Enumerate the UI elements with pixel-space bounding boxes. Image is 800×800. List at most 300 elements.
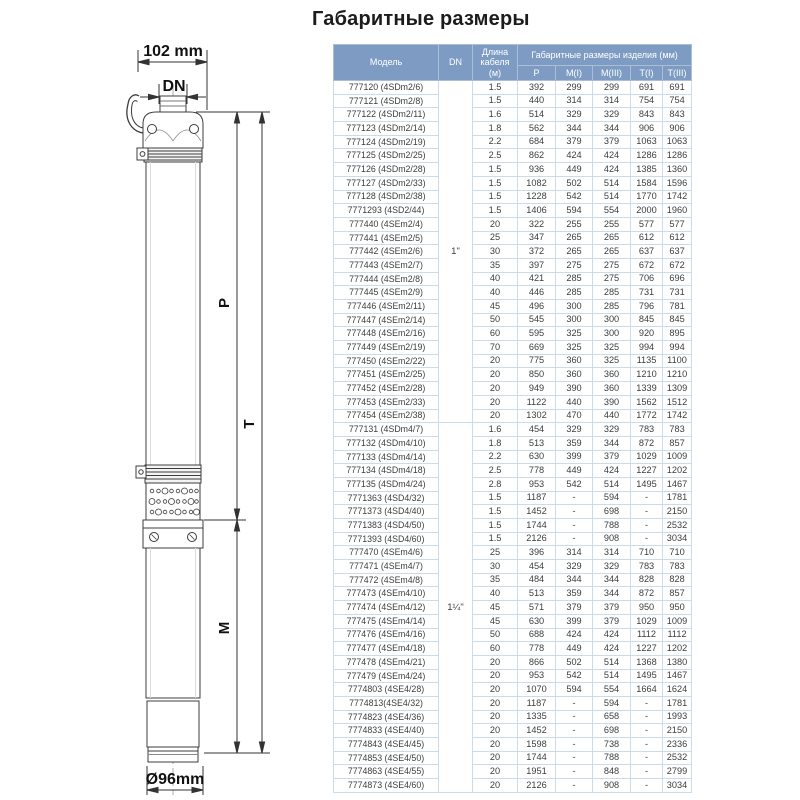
table-row xyxy=(334,94,692,108)
cable-length-cell: 1.5 xyxy=(473,190,518,204)
m3-cell: 594 xyxy=(593,491,631,505)
cable-length-cell: 1.8 xyxy=(473,122,518,136)
col-header-dn: DN xyxy=(439,45,473,81)
cable-length-cell: 45 xyxy=(473,601,518,615)
model-cell: 777479 (4SEm4/24) xyxy=(334,669,439,683)
table-row xyxy=(334,81,692,95)
m3-cell: 698 xyxy=(593,505,631,519)
p-cell: 513 xyxy=(518,587,556,601)
t3-cell: 1960 xyxy=(663,204,692,218)
model-cell: 777473 (4SEm4/10) xyxy=(334,587,439,601)
p-cell: 1187 xyxy=(518,491,556,505)
m3-cell: 329 xyxy=(593,423,631,437)
cable-length-cell: 60 xyxy=(473,327,518,341)
model-cell: 777440 (4SEm2/4) xyxy=(334,217,439,231)
model-cell: 777454 (4SEm2/38) xyxy=(334,409,439,423)
m1-cell: 399 xyxy=(556,450,593,464)
p-cell: 421 xyxy=(518,272,556,286)
table-row xyxy=(334,532,692,546)
model-cell: 777123 (4SDm2/14) xyxy=(334,122,439,136)
t3-cell: 783 xyxy=(663,423,692,437)
p-cell: 1187 xyxy=(518,696,556,710)
t3-cell: 731 xyxy=(663,286,692,300)
model-cell: 777475 (4SEm4/14) xyxy=(334,614,439,628)
m3-cell: 698 xyxy=(593,724,631,738)
model-cell: 777124 (4SDm2/19) xyxy=(334,135,439,149)
p-cell: 953 xyxy=(518,477,556,491)
table-row xyxy=(334,436,692,450)
m1-cell: 449 xyxy=(556,642,593,656)
model-cell: 777134 (4SDm4/18) xyxy=(334,464,439,478)
p-cell: 778 xyxy=(518,464,556,478)
cable-length-cell: 20 xyxy=(473,724,518,738)
dimensions-table xyxy=(333,44,692,793)
t1-cell: 691 xyxy=(631,81,663,95)
t1-cell: 872 xyxy=(631,436,663,450)
cable-length-cell: 20 xyxy=(473,655,518,669)
m3-cell: 514 xyxy=(593,669,631,683)
t3-cell: 2336 xyxy=(663,738,692,752)
m3-cell: 379 xyxy=(593,601,631,615)
m3-cell: 285 xyxy=(593,286,631,300)
table-row xyxy=(334,696,692,710)
intake-screen xyxy=(146,483,200,520)
m3-cell: 344 xyxy=(593,573,631,587)
m1-cell: - xyxy=(556,532,593,546)
p-cell: 688 xyxy=(518,628,556,642)
m1-cell: 360 xyxy=(556,368,593,382)
t1-cell: 906 xyxy=(631,122,663,136)
p-cell: 850 xyxy=(518,368,556,382)
p-cell: 396 xyxy=(518,546,556,560)
t1-cell: 706 xyxy=(631,272,663,286)
table-row xyxy=(334,614,692,628)
t1-cell: - xyxy=(631,696,663,710)
m1-cell: 502 xyxy=(556,655,593,669)
p-cell: 513 xyxy=(518,436,556,450)
model-cell: 777441 (4SEm2/5) xyxy=(334,231,439,245)
t1-cell: 1029 xyxy=(631,614,663,628)
p-cell: 1452 xyxy=(518,505,556,519)
p-cell: 514 xyxy=(518,108,556,122)
motor-body xyxy=(146,548,200,698)
model-cell: 777453 (4SEm2/33) xyxy=(334,395,439,409)
table-row xyxy=(334,395,692,409)
table-row xyxy=(334,765,692,779)
cable-length-cell: 2.5 xyxy=(473,464,518,478)
dn-cell: 1¼" xyxy=(439,423,473,793)
t1-cell: 1385 xyxy=(631,163,663,177)
table-row xyxy=(334,327,692,341)
p-cell: 1406 xyxy=(518,204,556,218)
t3-cell: 1286 xyxy=(663,149,692,163)
model-cell: 7771363 (4SD4/32) xyxy=(334,491,439,505)
model-cell: 777478 (4SEm4/21) xyxy=(334,655,439,669)
cable-length-cell: 25 xyxy=(473,546,518,560)
t3-cell: 3034 xyxy=(663,532,692,546)
p-cell: 630 xyxy=(518,614,556,628)
t3-cell: 1624 xyxy=(663,683,692,697)
t1-cell: 1063 xyxy=(631,135,663,149)
t3-cell: 691 xyxy=(663,81,692,95)
p-cell: 454 xyxy=(518,423,556,437)
t3-cell: 2150 xyxy=(663,505,692,519)
dim-top-width-label: 102 mm xyxy=(143,43,203,60)
t3-cell: 1009 xyxy=(663,614,692,628)
table-row xyxy=(334,258,692,272)
cable-length-cell: 2.5 xyxy=(473,149,518,163)
t1-cell: 1210 xyxy=(631,368,663,382)
m3-cell: 379 xyxy=(593,614,631,628)
m1-cell: 265 xyxy=(556,231,593,245)
model-cell: 777452 (4SEm2/28) xyxy=(334,382,439,396)
m3-cell: 514 xyxy=(593,477,631,491)
m1-cell: - xyxy=(556,765,593,779)
cable-length-cell: 40 xyxy=(473,286,518,300)
p-cell: 1082 xyxy=(518,176,556,190)
m3-cell: 424 xyxy=(593,642,631,656)
cable-length-cell: 20 xyxy=(473,368,518,382)
t1-cell: 672 xyxy=(631,258,663,272)
t1-cell: 1339 xyxy=(631,382,663,396)
m1-cell: 344 xyxy=(556,573,593,587)
m3-cell: 788 xyxy=(593,751,631,765)
table-row xyxy=(334,642,692,656)
m3-cell: 440 xyxy=(593,409,631,423)
m3-cell: 788 xyxy=(593,519,631,533)
t1-cell: - xyxy=(631,724,663,738)
dim-bottom-diameter-label: Ø96mm xyxy=(145,771,205,788)
table-row xyxy=(334,245,692,259)
cable-length-cell: 35 xyxy=(473,258,518,272)
t3-cell: 2532 xyxy=(663,751,692,765)
m3-cell: 738 xyxy=(593,738,631,752)
table-row xyxy=(334,204,692,218)
m1-cell: 379 xyxy=(556,135,593,149)
m1-cell: 542 xyxy=(556,190,593,204)
table-row xyxy=(334,560,692,574)
table-row xyxy=(334,409,692,423)
m1-cell: 300 xyxy=(556,300,593,314)
m1-cell: - xyxy=(556,519,593,533)
cable-length-cell: 1.5 xyxy=(473,491,518,505)
table-row xyxy=(334,450,692,464)
clamp-band-bottom xyxy=(145,465,201,483)
m1-cell: 424 xyxy=(556,149,593,163)
t3-cell: 828 xyxy=(663,573,692,587)
t3-cell: 672 xyxy=(663,258,692,272)
p-cell: 2126 xyxy=(518,532,556,546)
p-cell: 571 xyxy=(518,601,556,615)
table-row xyxy=(334,738,692,752)
p-cell: 545 xyxy=(518,313,556,327)
m1-cell: - xyxy=(556,696,593,710)
m3-cell: 424 xyxy=(593,163,631,177)
t3-cell: 783 xyxy=(663,560,692,574)
cable-length-cell: 50 xyxy=(473,628,518,642)
m1-cell: 275 xyxy=(556,258,593,272)
col-header-m3: M(III) xyxy=(593,66,631,81)
p-cell: 1744 xyxy=(518,519,556,533)
t1-cell: 1772 xyxy=(631,409,663,423)
cable-length-cell: 1.5 xyxy=(473,204,518,218)
bolt-hole xyxy=(148,125,157,134)
cable-length-cell: 50 xyxy=(473,313,518,327)
t3-cell: 895 xyxy=(663,327,692,341)
cable-length-cell: 1.5 xyxy=(473,163,518,177)
cable-length-cell: 30 xyxy=(473,245,518,259)
m3-cell: 314 xyxy=(593,546,631,560)
t3-cell: 843 xyxy=(663,108,692,122)
t3-cell: 710 xyxy=(663,546,692,560)
model-cell: 777471 (4SEm4/7) xyxy=(334,560,439,574)
col-header-t1: T(I) xyxy=(631,66,663,81)
table-row xyxy=(334,108,692,122)
t1-cell: - xyxy=(631,491,663,505)
model-cell: 777448 (4SEm2/16) xyxy=(334,327,439,341)
t3-cell: 857 xyxy=(663,587,692,601)
m3-cell: 265 xyxy=(593,231,631,245)
m1-cell: 379 xyxy=(556,601,593,615)
cable-length-cell: 20 xyxy=(473,765,518,779)
m1-cell: 470 xyxy=(556,409,593,423)
m1-cell: 300 xyxy=(556,313,593,327)
m1-cell: 399 xyxy=(556,614,593,628)
t3-cell: 1100 xyxy=(663,354,692,368)
m3-cell: 554 xyxy=(593,204,631,218)
t3-cell: 1596 xyxy=(663,176,692,190)
p-cell: 392 xyxy=(518,81,556,95)
p-cell: 1228 xyxy=(518,190,556,204)
t3-cell: 1112 xyxy=(663,628,692,642)
m3-cell: 908 xyxy=(593,779,631,793)
model-cell: 7771383 (4SD4/50) xyxy=(334,519,439,533)
t3-cell: 994 xyxy=(663,341,692,355)
t1-cell: 1770 xyxy=(631,190,663,204)
t1-cell: 872 xyxy=(631,587,663,601)
motor-lower xyxy=(147,701,199,747)
t1-cell: 710 xyxy=(631,546,663,560)
t3-cell: 637 xyxy=(663,245,692,259)
cable-length-cell: 20 xyxy=(473,409,518,423)
m1-cell: 424 xyxy=(556,628,593,642)
m3-cell: 285 xyxy=(593,300,631,314)
t1-cell: 1286 xyxy=(631,149,663,163)
cable-length-cell: 20 xyxy=(473,669,518,683)
m3-cell: 594 xyxy=(593,696,631,710)
t1-cell: 950 xyxy=(631,601,663,615)
p-cell: 2126 xyxy=(518,779,556,793)
p-cell: 1452 xyxy=(518,724,556,738)
t3-cell: 1360 xyxy=(663,163,692,177)
m1-cell: 285 xyxy=(556,272,593,286)
model-cell: 777135 (4SDm4/24) xyxy=(334,477,439,491)
col-header-overall-dims: Габаритные размеры изделия (мм) xyxy=(518,45,692,66)
dim-t-label: T xyxy=(241,419,258,429)
t1-cell: - xyxy=(631,519,663,533)
table-row xyxy=(334,122,692,136)
table-row xyxy=(334,587,692,601)
p-cell: 1122 xyxy=(518,395,556,409)
model-cell: 7771393 (4SD4/60) xyxy=(334,532,439,546)
cable-length-cell: 20 xyxy=(473,751,518,765)
m3-cell: 360 xyxy=(593,368,631,382)
model-cell: 777122 (4SDm2/11) xyxy=(334,108,439,122)
cable-length-cell: 20 xyxy=(473,217,518,231)
col-header-t3: T(III) xyxy=(663,66,692,81)
m1-cell: 314 xyxy=(556,94,593,108)
cable-length-cell: 1.5 xyxy=(473,519,518,533)
t3-cell: 1063 xyxy=(663,135,692,149)
cable-length-cell: 1.6 xyxy=(473,108,518,122)
t1-cell: 783 xyxy=(631,423,663,437)
p-cell: 1744 xyxy=(518,751,556,765)
table-row xyxy=(334,300,692,314)
table-row xyxy=(334,546,692,560)
cable-length-cell: 1.5 xyxy=(473,94,518,108)
model-cell: 777447 (4SEm2/14) xyxy=(334,313,439,327)
t1-cell: - xyxy=(631,505,663,519)
m3-cell: 325 xyxy=(593,354,631,368)
t3-cell: 950 xyxy=(663,601,692,615)
dn-cell: 1" xyxy=(439,81,473,423)
p-cell: 595 xyxy=(518,327,556,341)
model-cell: 7774833 (4SE4/40) xyxy=(334,724,439,738)
table-row xyxy=(334,491,692,505)
table-row xyxy=(334,669,692,683)
t3-cell: 857 xyxy=(663,436,692,450)
cable-length-cell: 30 xyxy=(473,560,518,574)
t3-cell: 1202 xyxy=(663,642,692,656)
p-cell: 322 xyxy=(518,217,556,231)
table-row xyxy=(334,779,692,793)
t3-cell: 577 xyxy=(663,217,692,231)
m1-cell: 359 xyxy=(556,587,593,601)
dim-p-label: P xyxy=(216,297,233,309)
t1-cell: - xyxy=(631,765,663,779)
cable-length-cell: 2.2 xyxy=(473,450,518,464)
t3-cell: 2150 xyxy=(663,724,692,738)
m3-cell: 379 xyxy=(593,135,631,149)
table-row xyxy=(334,231,692,245)
t1-cell: 754 xyxy=(631,94,663,108)
m3-cell: 275 xyxy=(593,272,631,286)
t1-cell: 796 xyxy=(631,300,663,314)
m3-cell: 514 xyxy=(593,176,631,190)
m1-cell: 359 xyxy=(556,436,593,450)
m1-cell: 542 xyxy=(556,669,593,683)
t3-cell: 1781 xyxy=(663,491,692,505)
m3-cell: 329 xyxy=(593,560,631,574)
table-row xyxy=(334,354,692,368)
cable-length-cell: 1.8 xyxy=(473,436,518,450)
m1-cell: 502 xyxy=(556,176,593,190)
t3-cell: 1467 xyxy=(663,669,692,683)
p-cell: 496 xyxy=(518,300,556,314)
t3-cell: 1009 xyxy=(663,450,692,464)
table-row xyxy=(334,217,692,231)
p-cell: 484 xyxy=(518,573,556,587)
model-cell: 7774813(4SE4/32) xyxy=(334,696,439,710)
t1-cell: - xyxy=(631,738,663,752)
t1-cell: 920 xyxy=(631,327,663,341)
dim-dn-label: DN xyxy=(162,78,186,95)
m1-cell: 325 xyxy=(556,341,593,355)
table-row xyxy=(334,601,692,615)
model-cell: 777131 (4SDm4/7) xyxy=(334,423,439,437)
m3-cell: 424 xyxy=(593,628,631,642)
m3-cell: 300 xyxy=(593,313,631,327)
model-cell: 777474 (4SEm4/12) xyxy=(334,601,439,615)
model-cell: 777449 (4SEm2/19) xyxy=(334,341,439,355)
model-cell: 7774823 (4SE4/36) xyxy=(334,710,439,724)
m3-cell: 299 xyxy=(593,81,631,95)
t1-cell: 994 xyxy=(631,341,663,355)
cable-length-cell: 20 xyxy=(473,710,518,724)
m3-cell: 390 xyxy=(593,395,631,409)
t1-cell: 612 xyxy=(631,231,663,245)
m1-cell: - xyxy=(556,751,593,765)
cable-length-cell: 1.5 xyxy=(473,505,518,519)
table-row xyxy=(334,751,692,765)
model-cell: 7774873 (4SE4/60) xyxy=(334,779,439,793)
cable-length-cell: 20 xyxy=(473,395,518,409)
m1-cell: 329 xyxy=(556,423,593,437)
table-row xyxy=(334,149,692,163)
p-cell: 454 xyxy=(518,560,556,574)
m3-cell: 344 xyxy=(593,122,631,136)
t1-cell: - xyxy=(631,751,663,765)
m1-cell: 314 xyxy=(556,546,593,560)
table-row xyxy=(334,163,692,177)
t1-cell: 783 xyxy=(631,560,663,574)
model-cell: 777127 (4SDm2/33) xyxy=(334,176,439,190)
model-cell: 777472 (4SEm4/8) xyxy=(334,573,439,587)
t3-cell: 845 xyxy=(663,313,692,327)
model-cell: 777125 (4SDm2/25) xyxy=(334,149,439,163)
cable-length-cell: 40 xyxy=(473,272,518,286)
table-row xyxy=(334,176,692,190)
m1-cell: - xyxy=(556,505,593,519)
table-row xyxy=(334,628,692,642)
m1-cell: 329 xyxy=(556,560,593,574)
p-cell: 630 xyxy=(518,450,556,464)
cable-length-cell: 45 xyxy=(473,300,518,314)
m1-cell: 594 xyxy=(556,683,593,697)
t1-cell: - xyxy=(631,779,663,793)
m3-cell: 379 xyxy=(593,450,631,464)
m1-cell: 449 xyxy=(556,163,593,177)
model-cell: 7774863 (4SE4/55) xyxy=(334,765,439,779)
p-cell: 1951 xyxy=(518,765,556,779)
m3-cell: 424 xyxy=(593,464,631,478)
table-row xyxy=(334,272,692,286)
t3-cell: 612 xyxy=(663,231,692,245)
model-cell: 777444 (4SEm2/8) xyxy=(334,272,439,286)
m1-cell: 265 xyxy=(556,245,593,259)
model-cell: 777445 (4SEm2/9) xyxy=(334,286,439,300)
t3-cell: 754 xyxy=(663,94,692,108)
table-row xyxy=(334,573,692,587)
t3-cell: 1202 xyxy=(663,464,692,478)
m3-cell: 325 xyxy=(593,341,631,355)
t1-cell: 1664 xyxy=(631,683,663,697)
col-header-cable-length: Длина кабеля (м) xyxy=(473,45,518,81)
m3-cell: 514 xyxy=(593,190,631,204)
dim-m-label: M xyxy=(216,621,233,635)
table-row xyxy=(334,464,692,478)
t3-cell: 906 xyxy=(663,122,692,136)
